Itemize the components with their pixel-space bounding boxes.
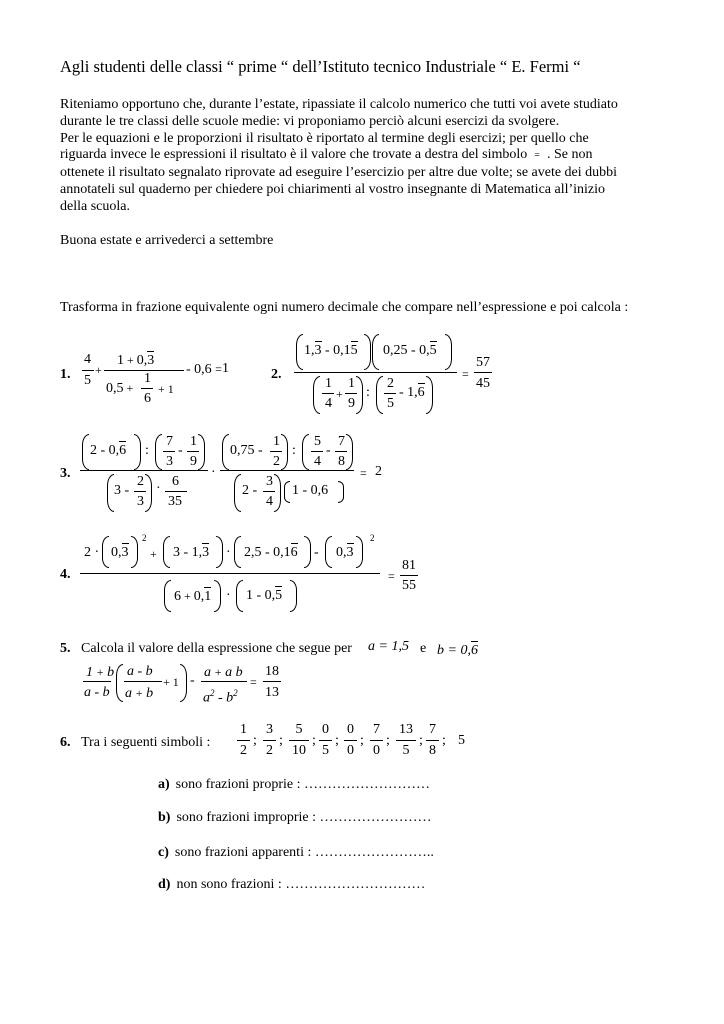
- math-operator: =: [250, 675, 257, 689]
- math-term: - 1,6: [399, 385, 425, 400]
- exercise-number: 2.: [271, 367, 282, 382]
- paren: [325, 536, 332, 568]
- separator: ;: [442, 733, 446, 748]
- fraction-bar: [201, 681, 247, 682]
- paren: [445, 334, 452, 370]
- math-operator: -: [190, 673, 195, 688]
- math-term: 8: [338, 454, 345, 469]
- symbol-denominator: 5: [322, 743, 329, 758]
- math-term: a - b: [84, 685, 110, 700]
- intro-line: Riteniamo opportuno che, durante l’estate, ripassiate il calcolo numerico che tutti voi avete studiato: [60, 97, 618, 112]
- paren: [145, 474, 152, 512]
- paren: [234, 536, 241, 568]
- symbol-numerator: 7: [373, 722, 380, 737]
- paren: [304, 536, 311, 568]
- exponent: 2: [370, 533, 375, 543]
- math-term: 1,3 - 0,15: [304, 343, 358, 358]
- symbol-denominator: 2: [240, 743, 247, 758]
- math-term: 1 - 0,6: [292, 483, 329, 498]
- repeating-digit: 6: [470, 643, 478, 658]
- fraction-bar: [344, 740, 357, 741]
- paren: [134, 434, 141, 470]
- paren: [346, 434, 353, 470]
- paren: [236, 580, 243, 612]
- math-operator: ·: [226, 545, 231, 560]
- fraction-bar: [322, 393, 334, 394]
- paren: [426, 376, 433, 414]
- math-term: 6: [144, 391, 151, 406]
- result-numerator: 57: [476, 355, 490, 370]
- separator: ;: [253, 733, 257, 748]
- paren: [313, 376, 320, 414]
- paren: [356, 536, 363, 568]
- math-term: 4: [266, 494, 273, 509]
- paren: [372, 334, 379, 370]
- exponent: 2: [142, 533, 147, 543]
- fraction-bar: [319, 740, 332, 741]
- math-term: a = 1,5: [368, 639, 409, 654]
- answer-line-c: [158, 845, 434, 861]
- math-term: 2: [387, 376, 394, 391]
- item-text: sono frazioni apparenti : ……………………..: [174, 845, 434, 860]
- symbol-denominator: 10: [292, 743, 306, 758]
- symbol-numerator: 1: [240, 722, 247, 737]
- result-denominator: 55: [402, 578, 416, 593]
- math-operator: :: [366, 385, 370, 400]
- math-term: 0,25 - 0,5: [383, 343, 437, 358]
- math-term: 3: [137, 494, 144, 509]
- math-term: 7: [338, 434, 345, 449]
- paren: [164, 580, 171, 612]
- paren: [356, 376, 363, 414]
- fraction-bar: [80, 573, 380, 574]
- math-term: a + b: [125, 686, 154, 701]
- intro-line: [60, 147, 680, 165]
- math-operator: + 1: [163, 675, 179, 689]
- math-operator: =: [462, 367, 469, 381]
- math-term: 1: [348, 376, 355, 391]
- exercise-text: e: [420, 641, 427, 656]
- fraction-bar: [80, 470, 208, 471]
- math-term: 3 -: [114, 483, 130, 498]
- math-operator: + 1: [158, 382, 174, 396]
- math-operator: +: [336, 387, 343, 401]
- exercise-number: 1.: [60, 367, 71, 382]
- math-term: 9: [190, 454, 197, 469]
- math-term: 4: [84, 352, 91, 367]
- paren: [82, 434, 89, 470]
- exercise-result: 1: [222, 361, 229, 376]
- symbol-numerator: 0: [322, 722, 329, 737]
- math-term: 3 - 1,3: [173, 545, 210, 560]
- paren: [274, 474, 281, 512]
- math-operator: +: [150, 547, 157, 561]
- math-term: 2 ·: [84, 545, 100, 560]
- symbol-numerator: 5: [295, 722, 303, 737]
- math-term: 4: [325, 396, 332, 411]
- symbol-denominator: 0: [347, 743, 354, 758]
- symbol-denominator: 0: [373, 743, 380, 758]
- math-operator: ·: [156, 481, 161, 496]
- separator: ;: [419, 733, 423, 748]
- math-operator: =: [360, 466, 367, 480]
- math-operator: -: [326, 443, 331, 458]
- math-term: a + a b: [204, 665, 243, 680]
- math-term: 5: [387, 396, 394, 411]
- fraction-bar: [165, 491, 187, 492]
- math-term: 1: [144, 371, 151, 386]
- fraction-bar: [263, 740, 276, 741]
- fraction-bar: [83, 681, 111, 682]
- math-term: 0,75 -: [230, 443, 263, 458]
- exercise-text: Tra i seguenti simboli :: [81, 735, 211, 750]
- math-term: 2,5 - 0,16: [244, 545, 298, 560]
- result-denominator: 13: [265, 685, 279, 700]
- paren: [296, 334, 303, 370]
- math-term: [437, 643, 478, 659]
- fraction-bar: [474, 372, 492, 373]
- paren: [116, 664, 123, 702]
- result-numerator: 18: [265, 664, 279, 679]
- math-term: 5: [84, 373, 91, 388]
- math-operator: :: [145, 443, 149, 458]
- paren: [155, 434, 162, 470]
- separator: ;: [360, 733, 364, 748]
- fraction-bar: [220, 470, 354, 471]
- separator: ;: [279, 733, 283, 748]
- exercise-result: 2: [375, 464, 382, 479]
- fraction-bar: [384, 393, 396, 394]
- math-term: 0,3: [111, 545, 129, 560]
- paren: [216, 536, 223, 568]
- math-operator: -: [314, 545, 319, 560]
- paren: [290, 580, 297, 612]
- paren: [163, 536, 170, 568]
- intro-line: ottenete il risultato segnalato riprovate ad eseguire l’esercizio per altre due volte; se avete dei dubbi: [60, 165, 618, 181]
- fraction-bar: [141, 388, 153, 389]
- symbol-denominator: 2: [266, 743, 273, 758]
- intro-line-text: . Se non: [546, 147, 593, 163]
- answer-line-d: [158, 877, 425, 893]
- fraction-bar: [400, 575, 418, 576]
- math-term: 35: [168, 494, 182, 509]
- math-term: 2 - 0,6: [90, 443, 127, 458]
- paren: [102, 536, 109, 568]
- math-operator: ·: [211, 465, 216, 480]
- math-term: 9: [348, 396, 355, 411]
- paren: [284, 481, 290, 503]
- exercise-number: 5.: [60, 641, 71, 656]
- math-term: 2: [137, 474, 144, 489]
- symbol-denominator: 8: [429, 743, 436, 758]
- fraction-bar: [396, 740, 416, 741]
- separator: ;: [386, 733, 390, 748]
- paren: [131, 536, 138, 568]
- fraction-bar: [294, 372, 457, 373]
- result-denominator: 45: [476, 376, 490, 391]
- math-term: 1: [190, 434, 197, 449]
- exercise-number: 4.: [60, 567, 71, 582]
- answer-line-a: [158, 777, 430, 793]
- math-term: 7: [166, 434, 173, 449]
- fraction-bar: [311, 451, 323, 452]
- paren: [107, 474, 114, 512]
- answer-line-b: [158, 810, 432, 826]
- math-term: 6: [172, 474, 179, 489]
- symbol-numerator: 13: [399, 722, 413, 737]
- paren: [198, 434, 205, 470]
- fraction-bar: [163, 451, 175, 452]
- math-term: 1 + b: [86, 665, 115, 680]
- math-term: 2 -: [242, 483, 258, 498]
- item-letter: b): [158, 810, 171, 825]
- equals-symbol: =: [534, 150, 540, 162]
- math-term: 2: [273, 454, 280, 469]
- math-term: 3: [166, 454, 173, 469]
- paren: [214, 580, 221, 612]
- paren: [302, 434, 309, 470]
- math-term: 1 - 0,5: [246, 588, 283, 603]
- fraction-bar: [82, 370, 94, 371]
- instruction: Trasforma in frazione equivalente ogni numero decimale che compare nell’espressione e poi calcola :: [60, 300, 629, 315]
- paren: [222, 434, 229, 470]
- fraction-bar: [289, 740, 309, 741]
- math-term: 6 + 0,1: [174, 589, 212, 604]
- paren: [364, 334, 371, 370]
- intro-line: durante le tre classi delle scuole medie: vi proponiamo perciò alcuni esercizi da svolgere.: [60, 113, 560, 129]
- greeting: Buona estate e arrivederci a settembre: [60, 233, 274, 248]
- math-term: 1: [273, 434, 280, 449]
- exercise-number: 3.: [60, 466, 71, 481]
- result-numerator: 81: [402, 558, 416, 573]
- fraction-bar: [263, 681, 281, 682]
- separator: ;: [335, 733, 339, 748]
- intro-line: Per le equazioni e le proporzioni il risultato è riportato al termine degli esercizi; per quello che: [60, 130, 589, 146]
- math-term: 5: [314, 434, 321, 449]
- math-operator: -: [178, 443, 183, 458]
- math-operator: :: [292, 443, 296, 458]
- paren: [180, 664, 187, 702]
- symbol-numerator: 0: [347, 722, 354, 737]
- math-term: $a^2 - b^2$: [203, 688, 238, 706]
- math-term: 1 + 0,3: [117, 353, 155, 368]
- paren: [338, 481, 344, 503]
- math-operator: ·: [226, 588, 231, 603]
- math-term: 0,5 +: [106, 381, 134, 396]
- item-text: sono frazioni proprie : ………………………: [175, 777, 430, 792]
- symbol-denominator: 5: [402, 743, 410, 758]
- item-letter: c): [158, 845, 169, 860]
- exercise-text: Calcola il valore della espressione che segue per: [81, 641, 352, 656]
- item-text: non sono frazioni : …………………………: [176, 877, 426, 892]
- math-term: 0,3: [336, 545, 354, 560]
- math-operator: =: [388, 569, 395, 583]
- intro-line: annotateli sul quaderno per chiedere poi chiarimenti al vostro insegnante di Matematica all’inizio: [60, 181, 606, 197]
- separator: ;: [312, 733, 316, 748]
- intro-paragraph: [60, 97, 680, 216]
- intro-line-text: riguarda invece le espressioni il risultato è il valore che trovate a destra del simbolo: [60, 147, 528, 163]
- math-term: 1: [325, 376, 332, 391]
- symbol-numerator: 3: [266, 722, 273, 737]
- paren: [234, 474, 241, 512]
- math-term: 3: [266, 474, 273, 489]
- fraction-bar: [370, 740, 383, 741]
- fraction-bar: [426, 740, 439, 741]
- fraction-bar: [124, 681, 162, 682]
- item-text: sono frazioni improprie : ……………………: [176, 810, 432, 825]
- exercise-number: 6.: [60, 735, 71, 750]
- paren: [376, 376, 383, 414]
- intro-line: della scuola.: [60, 198, 130, 214]
- page-title: Agli studenti delle classi “ prime “ dell’Istituto tecnico Industriale “ E. Fermi “: [60, 57, 581, 76]
- math-term: 5: [458, 733, 465, 748]
- math-term: a - b: [127, 664, 153, 679]
- paren: [281, 434, 288, 470]
- b-value: b = 0,: [437, 643, 471, 658]
- item-letter: d): [158, 877, 171, 892]
- math-term: 4: [314, 454, 321, 469]
- item-letter: a): [158, 777, 170, 792]
- math-operator: +: [95, 363, 102, 377]
- symbol-numerator: 7: [429, 722, 436, 737]
- fraction-bar: [237, 740, 250, 741]
- math-term: - 0,6 =: [186, 362, 222, 377]
